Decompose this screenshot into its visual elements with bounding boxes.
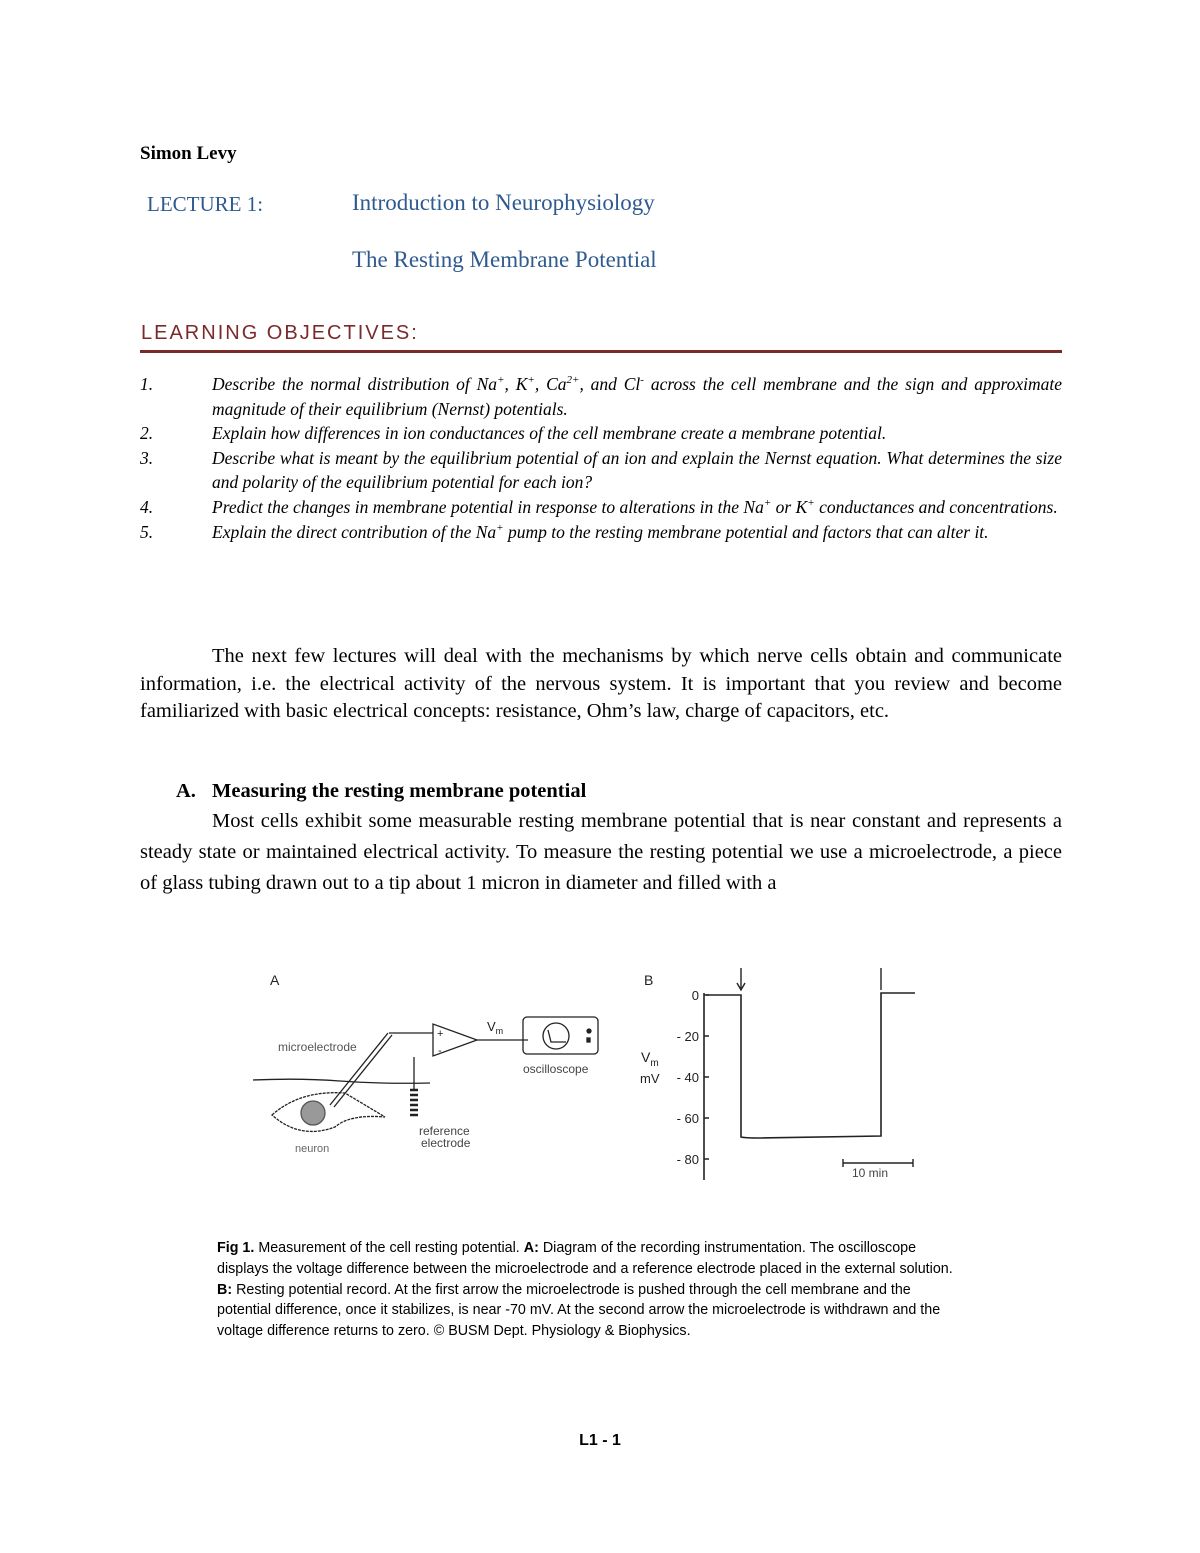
y-tick-label: 0 [691,988,699,1003]
reference-electrode-icon [410,1090,418,1115]
panel-a-label: A [270,972,280,988]
objective-item [140,495,1062,520]
y-axis-label: $V_m$ [641,1049,659,1069]
neuron-icon [272,1093,385,1132]
scale-bar [843,1159,913,1167]
oscilloscope-label: oscilloscope [523,1062,589,1076]
neuron-label: neuron [295,1143,330,1155]
lecture-label: LECTURE 1: [147,192,264,216]
objectives-heading: LEARNING OBJECTIVES: [141,322,419,344]
objective-number: 5. [140,521,154,542]
section-heading: A. Measuring the resting membrane potential [176,780,587,802]
figure-caption: Fig 1. Measurement of the cell resting potential. A: Diagram of the recording instrumentation. The oscilloscope displays the voltage difference between the microelectrode and a reference electrode placed in the external solution. B: Resting potential record. At the first arrow the microelectrode is pushed through the cell membrane and the potential difference, once it stabilizes, is near -70 mV. At the second arrow the microelectrode is withdrawn and the voltage difference returns to zero. © BUSM Dept. Physiology & Biophysics. [217,1240,953,1340]
intro-paragraph: The next few lectures will deal with the mechanisms by which nerve cells obtain and communicate information, i.e. the electrical activity of the nervous system. It is important that you review and become familiarized with basic electrical concepts: resistance, Ohm’s law, charge of capacitors, etc. [140,645,1062,723]
objective-text: Describe what is meant by the equilibrium potential of an ion and explain the Nernst equation. What determines the size and polarity of the equilibrium potential for each ion? [212,447,1062,493]
y-axis-unit: mV [640,1071,660,1086]
page-number: L1 - 1 [579,1432,621,1449]
lecture-title: Introduction to Neurophysiology [352,190,655,215]
objective-text: Describe the normal distribution of Na+, K+, $Ca^{2+}$, and Cl- across the cell membrane and the sign and approximate magnitude of their equilibrium (Nernst) potentials. [212,374,1062,419]
panel-a-diagram [253,972,598,1155]
amplifier-icon [433,1024,477,1056]
solution-surface-line [253,1079,430,1083]
microelectrode-label: microelectrode [278,1040,357,1054]
microelectrode-icon [330,1033,392,1107]
y-tick-label: - 60 [676,1111,699,1126]
oscilloscope-icon [523,1017,598,1054]
y-tick-label: - 80 [676,1152,699,1167]
objective-item [140,372,1062,421]
impale-arrow-icon [737,968,745,990]
objective-item [140,421,1062,446]
objective-item [140,520,1062,545]
svg-text:-: - [438,1045,442,1057]
author-name: Simon Levy [140,143,237,164]
y-ticks [704,995,709,1159]
section-paragraph: Most cells exhibit some measurable resting membrane potential that is near constant and represents a steady state or maintained electrical activity. To measure the resting potential we use a microelectrode, a piece of glass tubing drawn out to a tip about 1 micron in diameter and filled with a [140,810,1062,894]
svg-text:reference: reference [419,1124,470,1138]
y-tick-label: - 20 [676,1029,699,1044]
objective-number: 3. [140,447,154,468]
objectives-list [140,372,1062,544]
panel-b-record [640,968,915,1180]
svg-text:electrode: electrode [421,1136,471,1150]
objective-item [140,446,1062,495]
objective-text: Predict the changes in membrane potential in response to alterations in the Na+ or K+ conductances and concentrations. [212,496,1058,517]
vm-label: $V_m$ [487,1019,504,1036]
objective-number: 4. [140,496,154,517]
lecture-subtitle: The Resting Membrane Potential [352,247,657,272]
objective-number: 2. [140,423,154,444]
objective-text: Explain how differences in ion conductances of the cell membrane create a membrane potential. [212,423,887,444]
scale-bar-label: 10 min [852,1166,889,1180]
panel-b-label: B [644,972,654,988]
objective-number: 1. [140,374,154,394]
svg-text:+: + [437,1028,444,1040]
objective-text: Explain the direct contribution of the Na+ pump to the resting membrane potential and factors that can alter it. [212,521,989,542]
heading-rule [140,350,1062,353]
voltage-trace [706,993,915,1138]
y-tick-label: - 40 [676,1070,699,1085]
